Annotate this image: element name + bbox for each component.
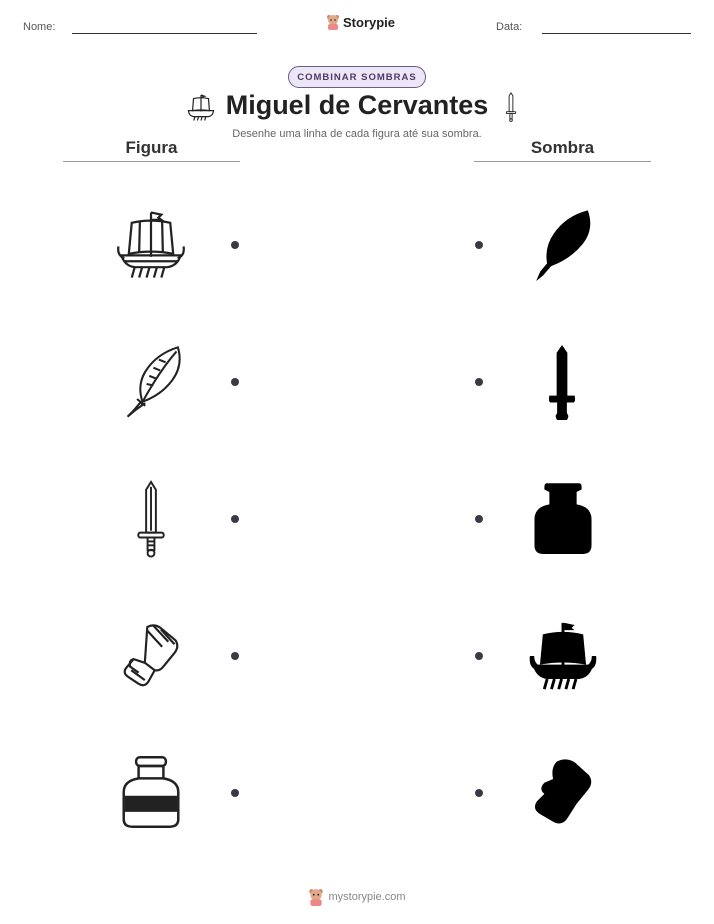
footer-bear-icon [308,888,324,906]
column-figura: Figura [125,138,178,157]
footer [0,888,714,906]
sword-icon[interactable] [134,480,168,558]
inkwell-icon[interactable] [120,754,182,830]
brand-name: Storypie [343,14,396,30]
sword-shadow-icon[interactable] [544,344,580,422]
left-dot-5[interactable] [231,789,239,797]
name-line[interactable] [72,33,257,34]
column-figura-underline [63,161,240,162]
brand-logo [326,14,395,30]
right-dot-3[interactable] [475,515,483,523]
inkwell-shadow-icon[interactable] [532,480,594,556]
footer-url[interactable]: mystorypie.com [328,891,406,903]
bear-icon [326,14,340,30]
right-dot-4[interactable] [475,652,483,660]
page-title: Miguel de Cervantes [225,90,489,120]
column-sombra-underline [474,161,651,162]
gauntlet-icon[interactable] [120,622,182,690]
date-line[interactable] [542,33,691,34]
instructions: Desenhe uma linha de cada figura até sua sombra. [232,128,482,140]
date-label: Data: [496,21,523,33]
column-sombra: Sombra [530,138,595,157]
title-sword-icon [500,92,522,122]
left-dot-3[interactable] [231,515,239,523]
left-dot-2[interactable] [231,378,239,386]
ship-icon[interactable] [114,208,188,282]
right-dot-2[interactable] [475,378,483,386]
left-dot-1[interactable] [231,241,239,249]
activity-badge: COMBINAR SOMBRAS [288,66,426,88]
quill-icon[interactable] [118,344,186,420]
right-dot-5[interactable] [475,789,483,797]
right-dot-1[interactable] [475,241,483,249]
ship-shadow-icon[interactable] [526,620,600,692]
name-label: Nome: [23,21,56,33]
left-dot-4[interactable] [231,652,239,660]
gauntlet-shadow-icon[interactable] [532,756,594,828]
quill-shadow-icon[interactable] [528,206,596,284]
